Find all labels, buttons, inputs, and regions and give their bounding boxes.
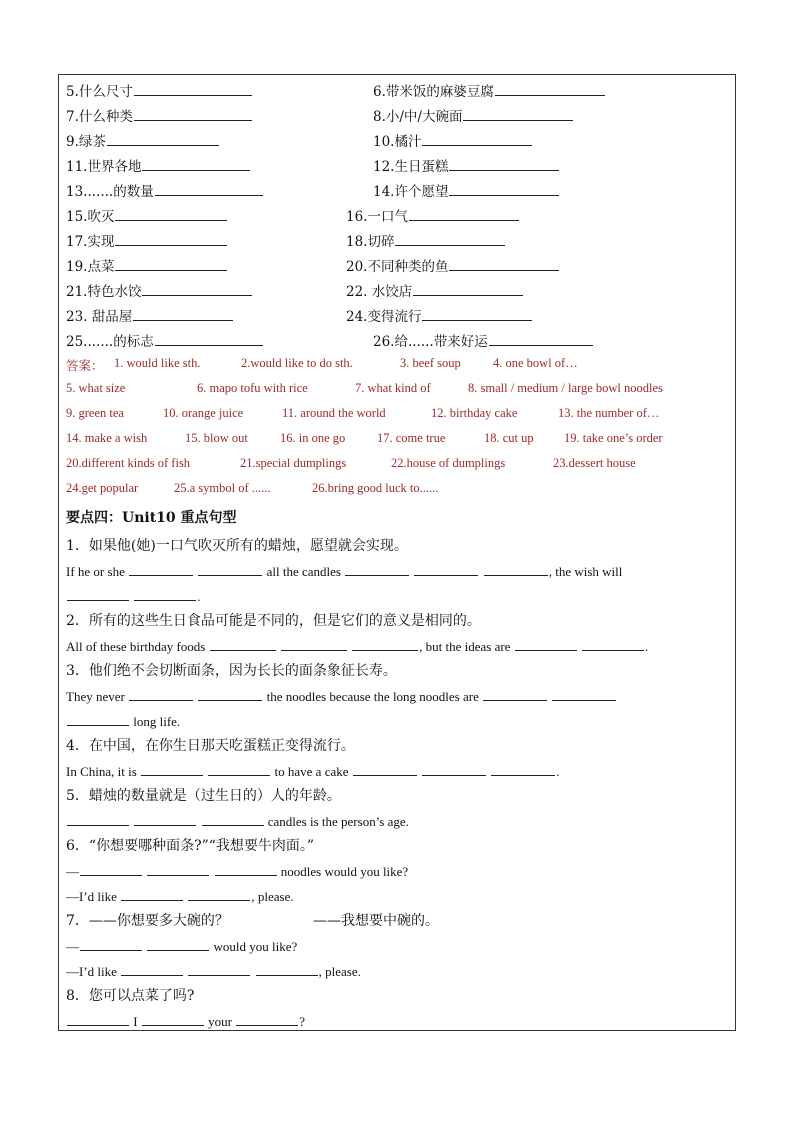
vocab-item-25: 25.......的标志: [66, 330, 264, 350]
blank[interactable]: [147, 936, 209, 951]
blank[interactable]: [413, 281, 523, 296]
blank[interactable]: [552, 686, 616, 701]
answer-item: 21.special dumplings: [240, 456, 347, 470]
vocab-item-9: 9.绿茶: [66, 130, 220, 150]
blank[interactable]: [281, 636, 347, 651]
blank[interactable]: [449, 181, 559, 196]
blank[interactable]: [80, 861, 142, 876]
blank[interactable]: [188, 886, 250, 901]
blank[interactable]: [134, 811, 196, 826]
answer-item: 19. take one’s order: [564, 431, 663, 445]
blank[interactable]: [395, 231, 505, 246]
blank[interactable]: [67, 711, 129, 726]
answer-item: 26.bring good luck to......: [312, 481, 439, 495]
sentence-1-zh: 1．如果他(她)一口气吹灭所有的蜡烛，愿望就会实现。: [66, 538, 408, 554]
sentence-5-zh: 5．蜡烛的数量就是（过生日的）人的年龄。: [66, 788, 341, 804]
vocab-item-17: 17.实现: [66, 230, 228, 250]
blank[interactable]: [142, 1011, 204, 1026]
blank[interactable]: [582, 636, 644, 651]
answer-line-4: [66, 431, 726, 449]
blank[interactable]: [115, 206, 227, 221]
blank[interactable]: [129, 686, 193, 701]
blank[interactable]: [422, 131, 532, 146]
blank[interactable]: [188, 961, 250, 976]
answer-item: 23.dessert house: [553, 456, 636, 470]
blank[interactable]: [345, 561, 409, 576]
blank[interactable]: [353, 761, 417, 776]
vocab-item-5: 5.什么尺寸: [66, 80, 253, 100]
blank[interactable]: [121, 886, 183, 901]
vocab-item-19: 19.点菜: [66, 255, 228, 275]
answer-item: 25.a symbol of ......: [174, 481, 271, 495]
vocab-item-14: 14.许个愿望: [373, 180, 560, 200]
blank[interactable]: [210, 636, 276, 651]
answer-label: 答案：: [66, 358, 104, 373]
blank[interactable]: [67, 1011, 129, 1026]
answer-line-2: [66, 381, 726, 399]
vocab-item-18: 18.切碎: [346, 230, 506, 250]
blank[interactable]: [115, 256, 227, 271]
vocab-item-12: 12.生日蛋糕: [373, 155, 560, 175]
vocab-item-20: 20.不同种类的鱼: [346, 255, 560, 275]
vocab-item-7: 7.什么种类: [66, 105, 253, 125]
blank[interactable]: [414, 561, 478, 576]
blank[interactable]: [134, 81, 252, 96]
blank[interactable]: [107, 131, 219, 146]
blank[interactable]: [134, 106, 252, 121]
vocab-item-24: 24.变得流行: [346, 305, 533, 325]
section-title: 要点四：Unit10 重点句型: [66, 510, 237, 526]
blank[interactable]: [352, 636, 418, 651]
blank[interactable]: [115, 231, 227, 246]
blank[interactable]: [142, 281, 252, 296]
vocab-item-11: 11.世界各地: [66, 155, 251, 175]
answer-item: 5. what size: [66, 381, 126, 395]
blank[interactable]: [409, 206, 519, 221]
answer-line-1: [66, 356, 726, 374]
sentence-6-zh: 6．“你想要哪种面条?”“我想要牛肉面。”: [66, 838, 315, 854]
answer-item: 2.would like to do sth.: [241, 356, 353, 370]
vocab-item-23: 23. 甜品屋: [66, 305, 234, 325]
answer-item: 18. cut up: [484, 431, 534, 445]
answer-item: 6. mapo tofu with rice: [197, 381, 308, 395]
blank[interactable]: [142, 156, 250, 171]
blank[interactable]: [67, 811, 129, 826]
answer-item: 12. birthday cake: [431, 406, 518, 420]
vocab-item-26: 26.给......带来好运: [373, 330, 594, 350]
sentence-6-en-q: — noodles would you like?: [66, 861, 408, 880]
blank[interactable]: [422, 306, 532, 321]
vocab-item-6: 6.带米饭的麻婆豆腐: [373, 80, 606, 100]
sentence-3-en-cont: long life.: [66, 711, 180, 730]
vocab-item-22: 22. 水饺店: [346, 280, 524, 300]
answer-item: 13. the number of…: [558, 406, 660, 420]
answer-item: 22.house of dumplings: [391, 456, 506, 470]
answer-item: 17. come true: [377, 431, 446, 445]
blank[interactable]: [133, 306, 233, 321]
vocab-item-15: 15.吹灭: [66, 205, 228, 225]
answer-item: 14. make a wish: [66, 431, 148, 445]
blank[interactable]: [495, 81, 605, 96]
blank[interactable]: [491, 761, 555, 776]
answer-item: 15. blow out: [185, 431, 248, 445]
blank[interactable]: [155, 181, 263, 196]
blank[interactable]: [80, 936, 142, 951]
answer-item: 4. one bowl of…: [493, 356, 578, 370]
blank[interactable]: [141, 761, 203, 776]
blank[interactable]: [67, 586, 129, 601]
sentence-7-en-a: —I’d like , please.: [66, 961, 361, 980]
answer-line-5: [66, 456, 726, 474]
blank[interactable]: [198, 561, 262, 576]
vocab-item-8: 8.小/中/大碗面: [373, 105, 574, 125]
sentence-3-zh: 3．他们绝不会切断面条，因为长长的面条象征长寿。: [66, 663, 397, 679]
answer-item: 11. around the world: [282, 406, 386, 420]
sentence-2-zh: 2．所有的这些生日食品可能是不同的，但是它们的意义是相同的。: [66, 613, 481, 629]
blank[interactable]: [121, 961, 183, 976]
blank[interactable]: [202, 811, 264, 826]
blank[interactable]: [449, 156, 559, 171]
answer-item: 16. in one go: [280, 431, 346, 445]
sentence-4-zh: 4．在中国，在你生日那天吃蛋糕正变得流行。: [66, 738, 355, 754]
blank[interactable]: [449, 256, 559, 271]
blank[interactable]: [236, 1011, 298, 1026]
blank[interactable]: [489, 331, 593, 346]
sentence-3-en: They never the noodles because the long noodles are: [66, 686, 617, 705]
sentence-8-en: I your ?: [66, 1011, 305, 1030]
answer-item: 1. would like sth.: [114, 356, 201, 370]
vocab-item-13: 13.......的数量: [66, 180, 264, 200]
sentence-7-en-q: — would you like?: [66, 936, 297, 955]
sentence-5-en: candles is the person’s age.: [66, 811, 409, 830]
answer-item: 9. green tea: [66, 406, 124, 420]
blank[interactable]: [155, 331, 263, 346]
vocab-item-21: 21.特色水饺: [66, 280, 253, 300]
blank[interactable]: [483, 686, 547, 701]
vocab-item-16: 16.一口气: [346, 205, 520, 225]
sentence-7-zh: 7．——你想要多大碗的？: [66, 913, 229, 929]
blank[interactable]: [422, 761, 486, 776]
blank[interactable]: [215, 861, 277, 876]
sentence-4-en: In China, it is to have a cake .: [66, 761, 560, 780]
answer-item: 24.get popular: [66, 481, 139, 495]
answer-item: 3. beef soup: [400, 356, 461, 370]
blank[interactable]: [129, 561, 193, 576]
blank[interactable]: [198, 686, 262, 701]
blank[interactable]: [147, 861, 209, 876]
answer-line-6: [66, 481, 726, 499]
sentence-7-zh-answer: ——我想要中碗的。: [313, 913, 439, 929]
blank[interactable]: [256, 961, 318, 976]
vocab-item-10: 10.橘汁: [373, 130, 533, 150]
answer-item: 20.different kinds of fish: [66, 456, 191, 470]
sentence-8-zh: 8．您可以点菜了吗?: [66, 988, 195, 1004]
sentence-1-en-cont: .: [66, 586, 201, 605]
answer-line-3: [66, 406, 726, 424]
sentence-6-en-a: —I’d like , please.: [66, 886, 294, 905]
blank[interactable]: [515, 636, 577, 651]
answer-item: 10. orange juice: [163, 406, 244, 420]
blank[interactable]: [463, 106, 573, 121]
blank[interactable]: [134, 586, 196, 601]
blank[interactable]: [484, 561, 548, 576]
sentence-1-en: If he or she all the candles , the wish will: [66, 561, 622, 580]
answer-item: 8. small / medium / large bowl noodles: [468, 381, 663, 395]
sentence-2-en: All of these birthday foods , but the ideas are .: [66, 636, 648, 655]
blank[interactable]: [208, 761, 270, 776]
answer-item: 7. what kind of: [355, 381, 431, 395]
